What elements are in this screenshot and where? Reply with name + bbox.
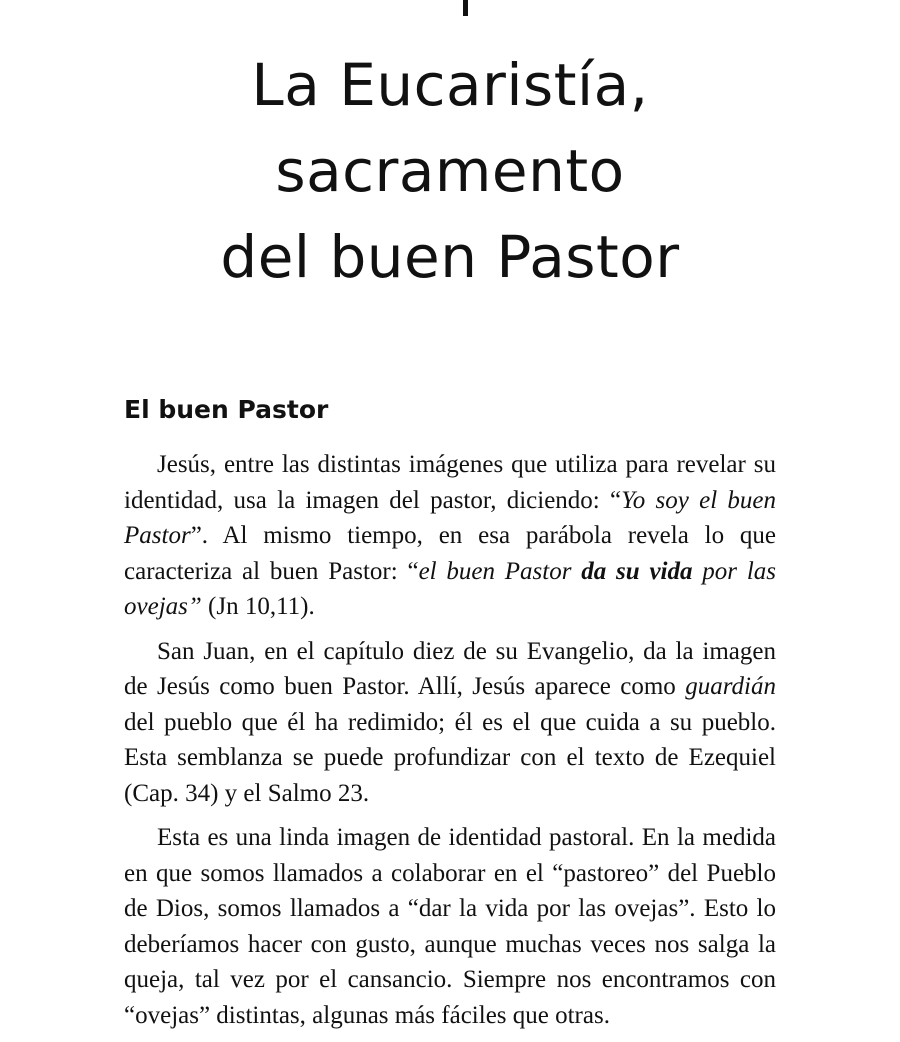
bible-reference: (Jn 10,11). [201, 593, 315, 620]
chapter-title-line-2: sacramento [275, 137, 625, 205]
chapter-title-line-3: del buen Pastor [220, 223, 680, 291]
emphasis-da-su-vida-text: da su vida [581, 557, 693, 585]
emphasis-da-su-vida [581, 558, 692, 585]
paragraph-2 [124, 634, 776, 812]
paragraph-2-text: San Juan, en el capítulo diez de su Evangelio, da la imagen de Jesús como buen Pastor. Allí, Jesús aparece como [124, 637, 776, 700]
paragraph-3: Esta es una linda imagen de identidad pastoral. En la medida en que somos llamados a colaborar en el “pastoreo” del Pueblo de Dios, somos llamados a “dar la vida por las ovejas”. Esto lo deberíamos hacer con gusto, aunque muchas veces nos salga la queja, tal vez por el cansancio. Siempre nos encontramos con “ovejas” distintas, algunas más fáciles que otras. [124, 824, 776, 1029]
emphasis-guardian: guardián [685, 673, 776, 700]
body-text [124, 447, 776, 1042]
paragraph-1 [124, 447, 776, 625]
paragraph-1-text-2: ”. Al mismo tiempo, en esa parábola revela lo que caracteriza al buen Pastor: “ [124, 522, 776, 585]
chapter-title [0, 42, 900, 300]
section-heading: El buen Pastor [124, 395, 329, 424]
paragraph-1-text: Jesús, entre las distintas imágenes que utiliza para revelar su identidad, usa la imagen del pastor, diciendo: “ [124, 451, 776, 514]
chapter-number-fragment [463, 0, 468, 16]
quote-yo-soy-el-buen-pastor: Yo soy el buen Pastor [124, 486, 776, 549]
chapter-title-line-1: La Eucaristía, [251, 51, 649, 119]
quote-el-buen-pastor: el buen Pastor [418, 557, 582, 585]
paragraph-2-text-2: del pueblo que él ha redimido; él es el que cuida a su pueblo. Esta semblanza se puede profundizar con el texto de Ezequiel (Cap. 34) y el Salmo 23. [124, 708, 776, 807]
quote-por-las-ovejas: por las ovejas” [124, 557, 776, 620]
